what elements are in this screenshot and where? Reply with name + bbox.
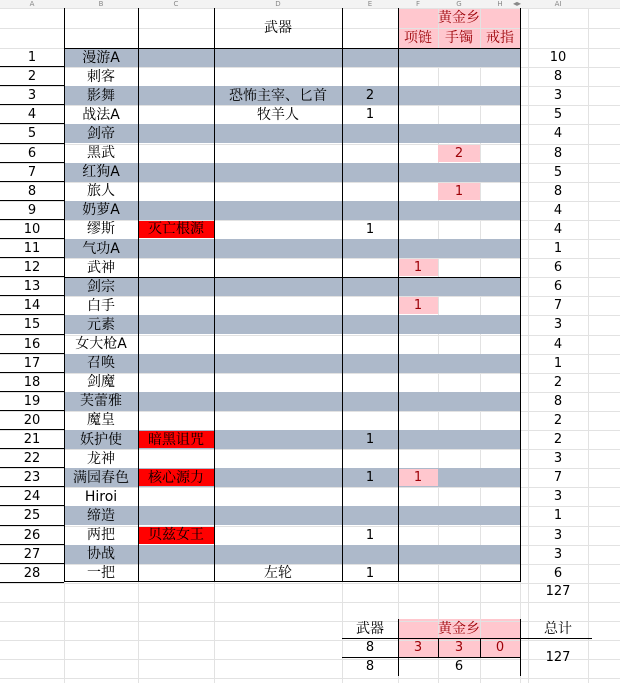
summary-gold-label[interactable]: 黄金乡 bbox=[438, 620, 480, 637]
row-weapon-cell[interactable]: 牧羊人 bbox=[257, 106, 299, 123]
row-count-cell[interactable] bbox=[342, 315, 398, 334]
row-weapon-cell[interactable] bbox=[214, 506, 342, 525]
row-num-cell[interactable]: 7 bbox=[27, 164, 37, 180]
row-ring-cell[interactable] bbox=[480, 258, 520, 277]
row-necklace-cell[interactable] bbox=[398, 277, 438, 296]
row-ring-cell[interactable] bbox=[480, 277, 520, 296]
row-num-cell[interactable]: 6 bbox=[27, 145, 37, 161]
row-bracelet-cell[interactable] bbox=[438, 258, 480, 277]
row-num-cell[interactable]: 8 bbox=[27, 183, 37, 199]
table-border bbox=[520, 8, 521, 582]
row-name-cell[interactable]: 两把 bbox=[87, 527, 115, 544]
row-weapon-cell[interactable] bbox=[214, 335, 342, 354]
row-total-cell[interactable]: 3 bbox=[553, 88, 563, 104]
row-count-cell[interactable] bbox=[342, 67, 398, 86]
row-num-cell[interactable]: 1 bbox=[27, 50, 37, 66]
bracelet-header[interactable]: 手镯 bbox=[445, 30, 473, 46]
row-ring-cell[interactable] bbox=[480, 392, 520, 411]
row-necklace-cell[interactable] bbox=[398, 430, 438, 449]
row-bracelet-cell[interactable] bbox=[438, 277, 480, 296]
row-ring-cell[interactable] bbox=[480, 411, 520, 430]
row-num-cell[interactable]: 25 bbox=[23, 508, 41, 524]
row-total-cell[interactable]: 4 bbox=[553, 336, 563, 352]
row-count-cell[interactable] bbox=[342, 392, 398, 411]
row-count-cell[interactable]: 1 bbox=[365, 527, 375, 543]
row-bracelet-cell[interactable] bbox=[438, 487, 480, 506]
row-count-cell[interactable]: 1 bbox=[365, 221, 375, 237]
row-special-cell[interactable] bbox=[138, 354, 214, 373]
row-num-cell[interactable]: 5 bbox=[27, 126, 37, 142]
row-name-cell[interactable]: 奶萝A bbox=[82, 202, 120, 219]
summary-necklace-value[interactable]: 3 bbox=[413, 640, 423, 655]
row-special-cell[interactable] bbox=[138, 86, 214, 105]
row-total-cell[interactable]: 8 bbox=[553, 393, 563, 409]
row-total-cell[interactable]: 3 bbox=[553, 317, 563, 333]
row-total-cell[interactable]: 4 bbox=[553, 126, 563, 142]
row-count-cell[interactable] bbox=[342, 277, 398, 296]
row-special-cell[interactable] bbox=[138, 163, 214, 182]
summary-weapon-value-2[interactable]: 8 bbox=[365, 659, 375, 674]
row-special-cell[interactable]: 暗黑诅咒 bbox=[148, 431, 204, 448]
row-name-cell[interactable]: Hiroi bbox=[84, 488, 118, 505]
summary-weapon-value[interactable]: 8 bbox=[365, 640, 375, 655]
row-necklace-cell[interactable] bbox=[398, 67, 438, 86]
row-name-cell[interactable]: 一把 bbox=[87, 565, 115, 582]
row-necklace-cell[interactable] bbox=[398, 335, 438, 354]
row-ring-cell[interactable] bbox=[480, 48, 520, 67]
row-bracelet-cell[interactable] bbox=[438, 239, 480, 258]
row-num-cell[interactable]: 3 bbox=[27, 88, 37, 104]
row-count-cell[interactable]: 1 bbox=[365, 565, 375, 581]
row-special-cell[interactable] bbox=[138, 201, 214, 220]
row-weapon-cell[interactable] bbox=[214, 545, 342, 564]
row-weapon-cell[interactable] bbox=[214, 411, 342, 430]
row-count-cell[interactable]: 2 bbox=[365, 88, 375, 104]
row-num-cell[interactable]: 11 bbox=[23, 241, 41, 257]
weapon-header[interactable]: 武器 bbox=[264, 20, 292, 36]
row-ring-cell[interactable] bbox=[480, 335, 520, 354]
row-name-cell[interactable]: 旅人 bbox=[87, 183, 115, 200]
row-special-cell[interactable] bbox=[138, 239, 214, 258]
grid-hline bbox=[0, 583, 620, 584]
row-num-cell[interactable]: 13 bbox=[23, 279, 41, 295]
row-name-cell[interactable]: 缔造 bbox=[87, 507, 115, 524]
row-count-cell[interactable] bbox=[342, 506, 398, 525]
row-weapon-cell[interactable] bbox=[214, 48, 342, 67]
row-necklace-cell[interactable] bbox=[398, 124, 438, 143]
row-num-cell[interactable]: 15 bbox=[23, 317, 41, 333]
row-total-cell[interactable]: 3 bbox=[553, 451, 563, 467]
row-name-cell[interactable]: 剑宗 bbox=[87, 278, 115, 295]
row-weapon-cell[interactable] bbox=[214, 258, 342, 277]
row-name-cell[interactable]: 红狗A bbox=[82, 164, 120, 181]
row-count-cell[interactable] bbox=[342, 449, 398, 468]
row-count-cell[interactable] bbox=[342, 182, 398, 201]
column-header-f[interactable]: F bbox=[415, 0, 421, 8]
row-num-cell[interactable]: 14 bbox=[23, 298, 41, 314]
row-name-cell[interactable]: 黑武 bbox=[87, 145, 115, 162]
row-num-cell[interactable]: 27 bbox=[23, 546, 41, 562]
row-num-cell[interactable]: 17 bbox=[23, 355, 41, 371]
row-bracelet-cell[interactable] bbox=[438, 411, 480, 430]
summary-bracelet-value[interactable]: 3 bbox=[454, 640, 464, 655]
row-count-cell[interactable] bbox=[342, 48, 398, 67]
row-special-cell[interactable] bbox=[138, 182, 214, 201]
row-special-cell[interactable] bbox=[138, 487, 214, 506]
row-special-cell[interactable] bbox=[138, 373, 214, 392]
row-total-cell[interactable]: 1 bbox=[553, 241, 563, 257]
row-weapon-cell[interactable] bbox=[214, 430, 342, 449]
row-count-cell[interactable] bbox=[342, 545, 398, 564]
row-count-cell[interactable] bbox=[342, 258, 398, 277]
row-necklace-cell[interactable] bbox=[398, 354, 438, 373]
row-ring-cell[interactable] bbox=[480, 220, 520, 239]
row-count-cell[interactable] bbox=[342, 373, 398, 392]
row-bracelet-cell[interactable] bbox=[438, 354, 480, 373]
row-ring-cell[interactable] bbox=[480, 239, 520, 258]
row-name-cell[interactable]: 满园春色 bbox=[73, 469, 129, 486]
row-necklace-cell[interactable] bbox=[398, 564, 438, 583]
row-weapon-cell[interactable] bbox=[214, 124, 342, 143]
summary-ring-value[interactable]: 0 bbox=[495, 640, 505, 655]
column-header-ai[interactable]: AI bbox=[554, 0, 562, 8]
row-necklace-cell[interactable] bbox=[398, 506, 438, 525]
row-necklace-cell[interactable]: 1 bbox=[413, 470, 423, 486]
row-ring-cell[interactable] bbox=[480, 354, 520, 373]
row-weapon-cell[interactable] bbox=[214, 354, 342, 373]
row-special-cell[interactable] bbox=[138, 315, 214, 334]
row-weapon-cell[interactable] bbox=[214, 315, 342, 334]
row-num-cell[interactable]: 12 bbox=[23, 260, 41, 276]
row-count-cell[interactable] bbox=[342, 163, 398, 182]
row-name-cell[interactable]: 剑魔 bbox=[87, 374, 115, 391]
row-name-cell[interactable]: 缪斯 bbox=[87, 221, 115, 238]
row-ring-cell[interactable] bbox=[480, 468, 520, 487]
row-special-cell[interactable] bbox=[138, 67, 214, 86]
gold-header[interactable]: 黄金乡 bbox=[438, 10, 480, 26]
row-count-cell[interactable] bbox=[342, 201, 398, 220]
row-necklace-cell[interactable] bbox=[398, 487, 438, 506]
row-name-cell[interactable]: 龙神 bbox=[87, 450, 115, 467]
row-special-cell[interactable] bbox=[138, 105, 214, 124]
grid-hline bbox=[0, 678, 620, 679]
row-total-cell[interactable]: 4 bbox=[553, 202, 563, 218]
row-bracelet-cell[interactable] bbox=[438, 545, 480, 564]
row-name-cell[interactable]: 女大枪A bbox=[75, 336, 127, 353]
row-total-cell[interactable]: 6 bbox=[553, 279, 563, 295]
row-necklace-cell[interactable] bbox=[398, 411, 438, 430]
row-ring-cell[interactable] bbox=[480, 182, 520, 201]
row-num-cell[interactable]: 26 bbox=[23, 527, 41, 543]
row-ring-cell[interactable] bbox=[480, 545, 520, 564]
row-bracelet-cell[interactable] bbox=[438, 67, 480, 86]
row-ring-cell[interactable] bbox=[480, 86, 520, 105]
row-name-cell[interactable]: 白手 bbox=[87, 297, 115, 314]
row-count-cell[interactable] bbox=[342, 411, 398, 430]
row-ring-cell[interactable] bbox=[480, 163, 520, 182]
row-weapon-cell[interactable] bbox=[214, 392, 342, 411]
row-special-cell[interactable] bbox=[138, 296, 214, 315]
summary-weapon-label[interactable]: 武器 bbox=[356, 620, 384, 637]
row-total-cell[interactable]: 8 bbox=[553, 145, 563, 161]
row-ring-cell[interactable] bbox=[480, 449, 520, 468]
row-count-cell[interactable]: 1 bbox=[365, 432, 375, 448]
row-bracelet-cell[interactable] bbox=[438, 373, 480, 392]
row-ring-cell[interactable] bbox=[480, 430, 520, 449]
row-special-cell[interactable] bbox=[138, 48, 214, 67]
row-count-cell[interactable]: 1 bbox=[365, 107, 375, 123]
row-name-cell[interactable]: 战法A bbox=[82, 106, 120, 123]
row-total-cell[interactable]: 2 bbox=[553, 374, 563, 390]
row-name-cell[interactable]: 武神 bbox=[87, 259, 115, 276]
row-bracelet-cell[interactable] bbox=[438, 48, 480, 67]
column-header-c[interactable]: C bbox=[173, 0, 179, 8]
row-total-cell[interactable]: 5 bbox=[553, 107, 563, 123]
grid-hline bbox=[0, 659, 620, 660]
row-weapon-cell[interactable] bbox=[214, 201, 342, 220]
row-bracelet-cell[interactable] bbox=[438, 296, 480, 315]
row-bracelet-cell[interactable] bbox=[438, 220, 480, 239]
row-bracelet-cell[interactable] bbox=[438, 163, 480, 182]
row-necklace-cell[interactable] bbox=[398, 201, 438, 220]
row-count-cell[interactable] bbox=[342, 487, 398, 506]
row-count-cell[interactable]: 1 bbox=[365, 470, 375, 486]
row-ring-cell[interactable] bbox=[480, 67, 520, 86]
row-num-cell[interactable]: 28 bbox=[23, 565, 41, 581]
row-total-cell[interactable]: 1 bbox=[553, 355, 563, 371]
row-special-cell[interactable] bbox=[138, 449, 214, 468]
row-ring-cell[interactable] bbox=[480, 564, 520, 583]
row-necklace-cell[interactable]: 1 bbox=[413, 260, 423, 276]
row-total-cell[interactable]: 6 bbox=[553, 565, 563, 581]
row-ring-cell[interactable] bbox=[480, 124, 520, 143]
row-weapon-cell[interactable] bbox=[214, 220, 342, 239]
grid-hline bbox=[0, 621, 620, 622]
row-ring-cell[interactable] bbox=[480, 201, 520, 220]
row-count-cell[interactable] bbox=[342, 144, 398, 163]
row-special-cell[interactable]: 贝兹女王 bbox=[148, 527, 204, 544]
row-special-cell[interactable] bbox=[138, 411, 214, 430]
row-num-cell[interactable]: 16 bbox=[23, 336, 41, 352]
row-necklace-cell[interactable] bbox=[398, 239, 438, 258]
row-name-cell[interactable]: 召唤 bbox=[87, 355, 115, 372]
row-weapon-cell[interactable] bbox=[214, 468, 342, 487]
column-header-a[interactable]: A bbox=[29, 0, 35, 8]
row-total-cell[interactable]: 4 bbox=[553, 221, 563, 237]
row-total-cell[interactable]: 7 bbox=[553, 470, 563, 486]
row-name-cell[interactable]: 协战 bbox=[87, 546, 115, 563]
row-ring-cell[interactable] bbox=[480, 105, 520, 124]
row-total-cell[interactable]: 8 bbox=[553, 69, 563, 85]
column-header-g[interactable]: G bbox=[456, 0, 462, 8]
row-weapon-cell[interactable] bbox=[214, 277, 342, 296]
row-num-cell[interactable]: 19 bbox=[23, 393, 41, 409]
row-total-cell[interactable]: 3 bbox=[553, 527, 563, 543]
row-weapon-cell[interactable] bbox=[214, 526, 342, 545]
row-bracelet-cell[interactable] bbox=[438, 86, 480, 105]
grid-vline bbox=[588, 8, 589, 683]
row-bracelet-cell[interactable] bbox=[438, 335, 480, 354]
row-count-cell[interactable] bbox=[342, 124, 398, 143]
row-necklace-cell[interactable] bbox=[398, 220, 438, 239]
row-necklace-cell[interactable] bbox=[398, 373, 438, 392]
row-weapon-cell[interactable] bbox=[214, 373, 342, 392]
row-name-cell[interactable]: 芙蕾雅 bbox=[80, 393, 122, 410]
ring-header[interactable]: 戒指 bbox=[486, 30, 514, 46]
row-name-cell[interactable]: 影舞 bbox=[87, 87, 115, 104]
row-total-cell[interactable]: 1 bbox=[553, 508, 563, 524]
row-special-cell[interactable] bbox=[138, 144, 214, 163]
row-special-cell[interactable] bbox=[138, 564, 214, 583]
row-name-cell[interactable]: 魔皇 bbox=[87, 412, 115, 429]
row-weapon-cell[interactable] bbox=[214, 296, 342, 315]
row-num-cell[interactable]: 23 bbox=[23, 470, 41, 486]
row-num-cell[interactable]: 24 bbox=[23, 489, 41, 505]
grand-total[interactable]: 127 bbox=[545, 584, 571, 599]
row-total-cell[interactable]: 3 bbox=[553, 546, 563, 562]
row-ring-cell[interactable] bbox=[480, 506, 520, 525]
row-weapon-cell[interactable] bbox=[214, 163, 342, 182]
row-bracelet-cell[interactable]: 1 bbox=[454, 183, 464, 199]
row-count-cell[interactable] bbox=[342, 354, 398, 373]
row-necklace-cell[interactable] bbox=[398, 144, 438, 163]
row-ring-cell[interactable] bbox=[480, 373, 520, 392]
row-necklace-cell[interactable] bbox=[398, 86, 438, 105]
row-weapon-cell[interactable] bbox=[214, 449, 342, 468]
row-necklace-cell[interactable] bbox=[398, 392, 438, 411]
row-bracelet-cell[interactable] bbox=[438, 449, 480, 468]
row-necklace-cell[interactable] bbox=[398, 48, 438, 67]
row-weapon-cell[interactable] bbox=[214, 239, 342, 258]
row-total-cell[interactable]: 2 bbox=[553, 412, 563, 428]
row-count-cell[interactable] bbox=[342, 296, 398, 315]
row-count-cell[interactable] bbox=[342, 239, 398, 258]
row-name-cell[interactable]: 元素 bbox=[87, 316, 115, 333]
row-ring-cell[interactable] bbox=[480, 487, 520, 506]
row-special-cell[interactable]: 核心源力 bbox=[148, 469, 204, 486]
row-bracelet-cell[interactable] bbox=[438, 526, 480, 545]
row-necklace-cell[interactable]: 1 bbox=[413, 298, 423, 314]
column-header-e[interactable]: E bbox=[367, 0, 373, 8]
row-special-cell[interactable] bbox=[138, 258, 214, 277]
column-header-b[interactable]: B bbox=[98, 0, 104, 8]
row-total-cell[interactable]: 3 bbox=[553, 489, 563, 505]
row-necklace-cell[interactable] bbox=[398, 163, 438, 182]
row-name-cell[interactable]: 漫游A bbox=[82, 49, 120, 66]
row-num-cell[interactable]: 9 bbox=[27, 202, 37, 218]
column-header-d[interactable]: D bbox=[275, 0, 281, 8]
row-total-cell[interactable]: 2 bbox=[553, 432, 563, 448]
row-bracelet-cell[interactable] bbox=[438, 392, 480, 411]
row-bracelet-cell[interactable] bbox=[438, 430, 480, 449]
row-total-cell[interactable]: 6 bbox=[553, 260, 563, 276]
grid-hline bbox=[0, 602, 620, 603]
row-total-cell[interactable]: 5 bbox=[553, 164, 563, 180]
row-necklace-cell[interactable] bbox=[398, 182, 438, 201]
row-num-cell[interactable]: 20 bbox=[23, 412, 41, 428]
row-total-cell[interactable]: 8 bbox=[553, 183, 563, 199]
row-special-cell[interactable] bbox=[138, 506, 214, 525]
row-necklace-cell[interactable] bbox=[398, 105, 438, 124]
summary-border bbox=[520, 619, 521, 676]
row-special-cell[interactable] bbox=[138, 545, 214, 564]
row-name-cell[interactable]: 刺客 bbox=[87, 68, 115, 85]
row-num-cell[interactable]: 4 bbox=[27, 107, 37, 123]
row-num-cell[interactable]: 2 bbox=[27, 69, 37, 85]
row-necklace-cell[interactable] bbox=[398, 315, 438, 334]
row-bracelet-cell[interactable] bbox=[438, 564, 480, 583]
row-total-cell[interactable]: 7 bbox=[553, 298, 563, 314]
row-weapon-cell[interactable] bbox=[214, 144, 342, 163]
row-ring-cell[interactable] bbox=[480, 315, 520, 334]
row-num-cell[interactable]: 22 bbox=[23, 451, 41, 467]
row-count-cell[interactable] bbox=[342, 335, 398, 354]
row-ring-cell[interactable] bbox=[480, 296, 520, 315]
column-expand-icon[interactable]: ◂▸ bbox=[513, 0, 522, 8]
grid-hline bbox=[0, 640, 620, 641]
row-bracelet-cell[interactable] bbox=[438, 506, 480, 525]
necklace-header[interactable]: 项链 bbox=[404, 30, 432, 46]
row-bracelet-cell[interactable] bbox=[438, 468, 480, 487]
row-name-cell[interactable]: 剑帝 bbox=[87, 125, 115, 142]
row-bracelet-cell[interactable] bbox=[438, 105, 480, 124]
row-weapon-cell[interactable] bbox=[214, 487, 342, 506]
row-name-cell[interactable]: 妖护使 bbox=[80, 431, 122, 448]
row-ring-cell[interactable] bbox=[480, 526, 520, 545]
row-weapon-cell[interactable] bbox=[214, 67, 342, 86]
row-weapon-cell[interactable]: 左轮 bbox=[264, 565, 292, 582]
column-header-h[interactable]: H bbox=[497, 0, 503, 8]
row-necklace-cell[interactable] bbox=[398, 526, 438, 545]
row-necklace-cell[interactable] bbox=[398, 545, 438, 564]
row-special-cell[interactable]: 灭亡根源 bbox=[148, 221, 204, 238]
row-bracelet-cell[interactable]: 2 bbox=[454, 145, 464, 161]
row-weapon-cell[interactable] bbox=[214, 182, 342, 201]
row-bracelet-cell[interactable] bbox=[438, 124, 480, 143]
row-special-cell[interactable] bbox=[138, 124, 214, 143]
row-num-cell[interactable]: 21 bbox=[23, 432, 41, 448]
row-special-cell[interactable] bbox=[138, 335, 214, 354]
row-necklace-cell[interactable] bbox=[398, 449, 438, 468]
summary-gold-sum[interactable]: 6 bbox=[454, 659, 464, 674]
row-special-cell[interactable] bbox=[138, 277, 214, 296]
row-bracelet-cell[interactable] bbox=[438, 315, 480, 334]
row-num-cell[interactable]: 10 bbox=[23, 221, 41, 237]
summary-total-label[interactable]: 总计 bbox=[544, 620, 572, 637]
row-name-cell[interactable]: 气功A bbox=[82, 240, 120, 257]
row-special-cell[interactable] bbox=[138, 392, 214, 411]
row-num-cell[interactable]: 18 bbox=[23, 374, 41, 390]
row-total-cell[interactable]: 10 bbox=[549, 50, 567, 66]
row-bracelet-cell[interactable] bbox=[438, 201, 480, 220]
summary-total-value[interactable]: 127 bbox=[545, 649, 571, 665]
row-ring-cell[interactable] bbox=[480, 144, 520, 163]
row-weapon-cell[interactable]: 恐怖主宰、匕首 bbox=[229, 87, 327, 104]
